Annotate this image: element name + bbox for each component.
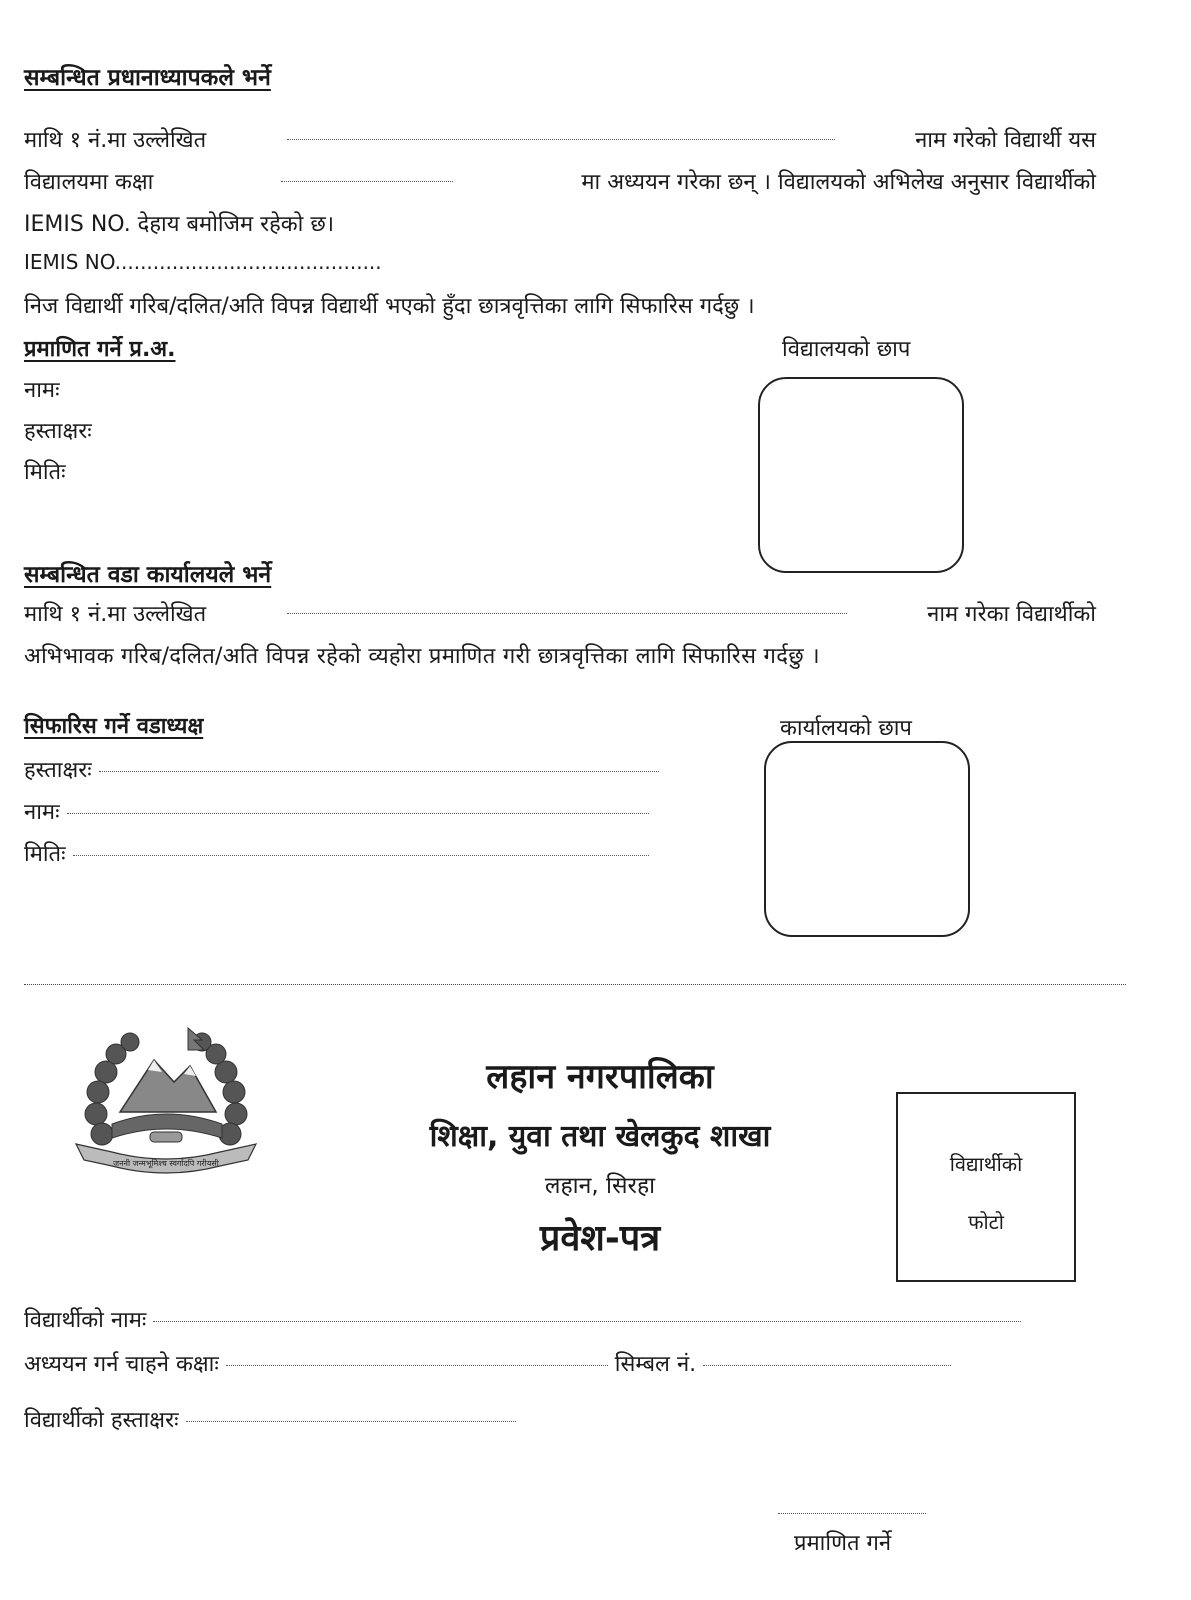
ward-date-row [24, 838, 649, 868]
ward-line-1 [24, 598, 1096, 628]
branch-name: शिक्षा, युवा तथा खेलकुद शाखा [429, 1119, 771, 1154]
ward-recommender-heading: सिफारिस गर्ने वडाध्यक्ष [24, 714, 204, 739]
ward-line1-end: नाम गरेका विद्यार्थीको [927, 602, 1096, 627]
iemis-intro-line: IEMIS NO. देहाय बमोजिम रहेको छ। [24, 212, 335, 237]
student-name-label: विद्यार्थीको नामः [24, 1308, 147, 1333]
student-name-field[interactable] [153, 1320, 1021, 1322]
symbol-field[interactable] [703, 1364, 951, 1366]
ward-signature-row [24, 754, 659, 784]
location-text: लहान, सिरहा [544, 1173, 656, 1199]
ward-date-label: मितिः [24, 842, 66, 867]
headmaster-name-label: नामः [24, 378, 60, 403]
class-blank[interactable] [281, 180, 453, 182]
certifier-signature-line[interactable] [778, 1513, 926, 1514]
ward-line1-start: माथि १ नं.मा उल्लेखित [24, 602, 207, 627]
emblem-motto: जननी जन्मभूमिश्च स्वर्गादपि गरीयसी [113, 1159, 219, 1168]
emblem-graphic [72, 1020, 260, 1178]
ward-name-label: नामः [24, 800, 60, 825]
recommendation-line: निज विद्यार्थी गरिब/दलित/अति विपन्न विद्यार्थी भएको हुँदा छात्रवृत्तिका लागि सिफारिस गर्दछु । [24, 294, 755, 319]
ward-name-blank[interactable] [67, 812, 649, 814]
ward-student-name-blank[interactable] [287, 612, 847, 614]
headmaster-line-1 [24, 124, 1096, 154]
municipality-name: लहान नगरपालिका [486, 1057, 714, 1097]
school-stamp-label: विद्यालयको छाप [782, 337, 911, 362]
student-photo-box[interactable] [896, 1092, 1076, 1282]
iemis-number-field[interactable]: IEMIS NO.......................................... [24, 250, 382, 274]
ward-signature-blank[interactable] [99, 770, 659, 772]
office-stamp-box [764, 741, 970, 937]
headmaster-line1-start: माथि १ नं.मा उल्लेखित [24, 128, 207, 153]
student-name-row [24, 1304, 1021, 1334]
student-signature-label: विद्यार्थीको हस्ताक्षरः [24, 1408, 179, 1433]
admission-card-title: प्रवेश-पत्र [539, 1218, 661, 1259]
headmaster-section-heading: सम्बन्धित प्रधानाध्यापकले भर्ने [24, 65, 271, 91]
headmaster-date-label: मितिः [24, 460, 66, 485]
ward-signature-label: हस्ताक्षरः [24, 758, 92, 783]
cut-line-separator [24, 984, 1126, 985]
photo-label-line2: फोटो [968, 1210, 1004, 1234]
certify-label: प्रमाणित गर्ने [794, 1531, 892, 1556]
headmaster-line-2 [24, 166, 1096, 196]
class-label: अध्ययन गर्न चाहने कक्षाः [24, 1352, 219, 1377]
student-signature-field[interactable] [186, 1420, 516, 1422]
student-signature-row [24, 1404, 516, 1434]
photo-label-line1: विद्यार्थीको [949, 1152, 1023, 1176]
ward-name-row [24, 796, 649, 826]
headmaster-line2-end: मा अध्ययन गरेका छन् । विद्यालयको अभिलेख अनुसार विद्यार्थीको [581, 170, 1096, 195]
ward-date-blank[interactable] [73, 854, 649, 856]
class-symbol-row [24, 1348, 951, 1378]
student-name-blank[interactable] [287, 138, 835, 140]
headmaster-signature-label: हस्ताक्षरः [24, 419, 92, 444]
headmaster-line1-end: नाम गरेको विद्यार्थी यस [915, 128, 1096, 153]
office-stamp-label: कार्यालयको छाप [780, 716, 912, 741]
nepal-emblem-icon [72, 1020, 260, 1178]
ward-section-heading: सम्बन्धित वडा कार्यालयले भर्ने [24, 562, 272, 588]
school-stamp-box [758, 377, 964, 573]
certifier-heading: प्रमाणित गर्ने प्र.अ. [24, 337, 176, 362]
class-field[interactable] [226, 1364, 608, 1366]
symbol-label: सिम्बल नं. [614, 1352, 697, 1377]
headmaster-line2-start: विद्यालयमा कक्षा [24, 170, 154, 195]
ward-line-2: अभिभावक गरिब/दलित/अति विपन्न रहेको व्यहोरा प्रमाणित गरी छात्रवृत्तिका लागि सिफारिस गर्दछु । [24, 644, 820, 669]
